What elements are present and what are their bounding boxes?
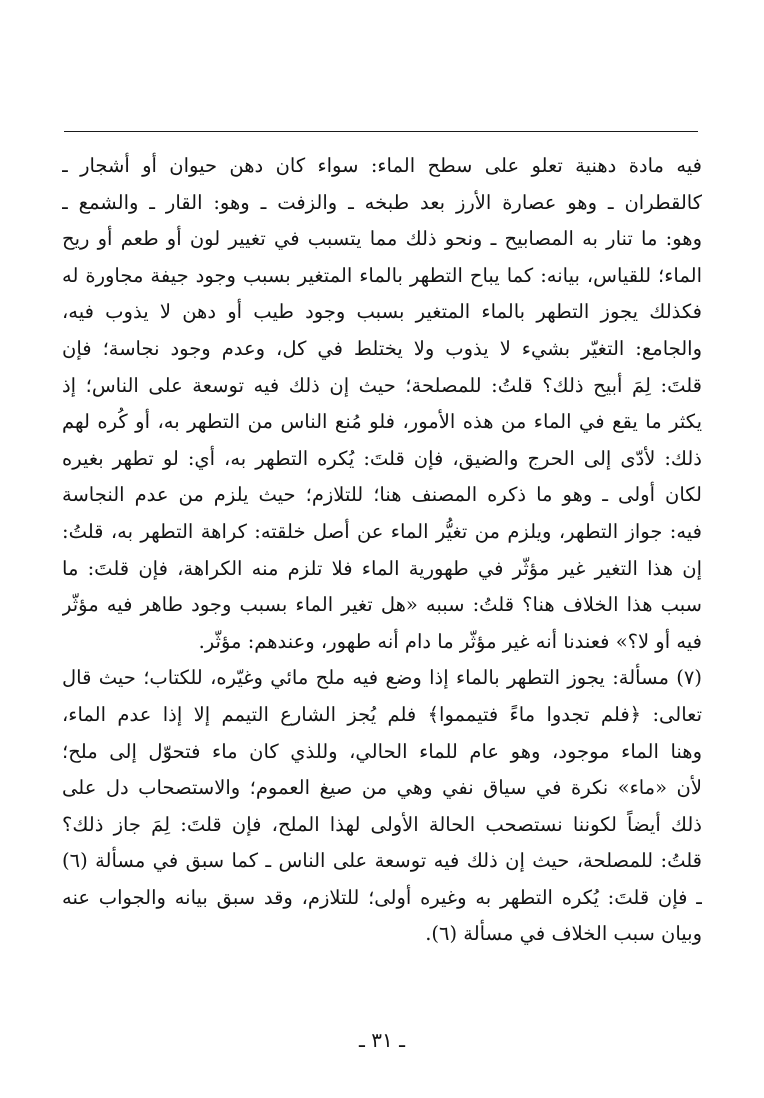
text-line: (٧) مسألة: يجوز التطهر بالماء إذا وضع فيه ملح مائي وغيّره، للكتاب؛ حيث قال bbox=[62, 666, 702, 690]
text-line: فكذلك يجوز التطهر بالماء المتغير بسبب وجود طيب أو دهن لا يذوب فيه، bbox=[62, 300, 702, 324]
text-line: فيه مادة دهنية تعلو على سطح الماء: سواء كان دهن حيوان أو أشجار ـ bbox=[62, 154, 702, 177]
text-line: لكان أولى ـ وهو ما ذكره المصنف هنا؛ للتلازم؛ حيث يلزم من عدم النجاسة bbox=[62, 483, 702, 507]
text-line: والجامع: التغيّر بشيء لا يذوب ولا يختلط في كل، وعدم وجود نجاسة؛ فإن bbox=[62, 336, 702, 360]
text-line: ـ فإن قلتَ: يُكره التطهر به وغيره أولى؛ للتلازم، وقد سبق بيانه والجواب عنه bbox=[62, 885, 702, 909]
paragraph-1 bbox=[62, 148, 702, 660]
text-line: وبيان سبب الخلاف في مسألة (٦). bbox=[425, 922, 702, 946]
text-line: ذلك: لأدّى إلى الحرج والضيق، فإن قلتَ: يُكره التطهر به، أي: لو تطهر بغيره bbox=[62, 446, 702, 470]
text-line: الماء؛ للقياس، بيانه: كما يباح التطهر بالماء المتغير بسبب وجود جيفة مجاورة له bbox=[62, 263, 702, 287]
text-line: فيه أو لا؟» فعندنا أنه غير مؤثّر ما دام أنه طهور، وعندهم: مؤثّر. bbox=[198, 629, 702, 653]
page-body bbox=[62, 148, 702, 953]
paragraph-2 bbox=[62, 660, 702, 953]
text-line: كالقطران ـ وهو عصارة الأرز بعد طبخه ـ والزفت ـ وهو: القار ـ والشمع ـ bbox=[62, 190, 702, 214]
text-line: لأن «ماء» نكرة في سياق نفي وهي من صيغ العموم؛ والاستصحاب دل على bbox=[62, 776, 702, 800]
text-line: وهنا الماء موجود، وهو عام للماء الحالي، وللذي كان ماء فتحوّل إلى ملح؛ bbox=[62, 739, 702, 763]
text-line: سبب هذا الخلاف هنا؟ قلتُ: سببه «هل تغير الماء بسبب وجود طاهر فيه مؤثّر bbox=[62, 593, 702, 617]
text-line: يكثر ما يقع في الماء من هذه الأمور، فلو مُنع الناس من التطهر به، أو كُره لهم bbox=[62, 410, 702, 434]
page-number: ـ ٣١ ـ bbox=[359, 1028, 405, 1052]
text-line: فيه: جواز التطهر، ويلزم من تغيُّر الماء عن أصل خلقته: كراهة التطهر به، قلتُ: bbox=[62, 519, 702, 543]
text-line: وهو: ما تنار به المصابيح ـ ونحو ذلك مما يتسبب في تغيير لون أو طعم أو ريح bbox=[62, 227, 702, 251]
header-rule bbox=[64, 131, 698, 132]
text-line: إن هذا التغير غير مؤثّر في طهورية الماء فلا تلزم منه الكراهة، فإن قلتَ: ما bbox=[62, 556, 702, 580]
text-line: قلتُ: للمصلحة، حيث إن ذلك فيه توسعة على الناس ـ كما سبق في مسألة (٦) bbox=[62, 849, 702, 873]
text-line: قلتَ: لِمَ أبيح ذلك؟ قلتُ: للمصلحة؛ حيث إن ذلك فيه توسعة على الناس؛ إذ bbox=[62, 373, 702, 397]
text-line: تعالى: ﴿فلم تجدوا ماءً فتيمموا﴾ فلم يُجز الشارع التيمم إلا إذا عدم الماء، bbox=[62, 702, 702, 726]
text-line: ذلك أيضاً لكوننا نستصحب الحالة الأولى لهذا الملح، فإن قلتَ: لِمَ جاز ذلك؟ bbox=[62, 812, 702, 836]
